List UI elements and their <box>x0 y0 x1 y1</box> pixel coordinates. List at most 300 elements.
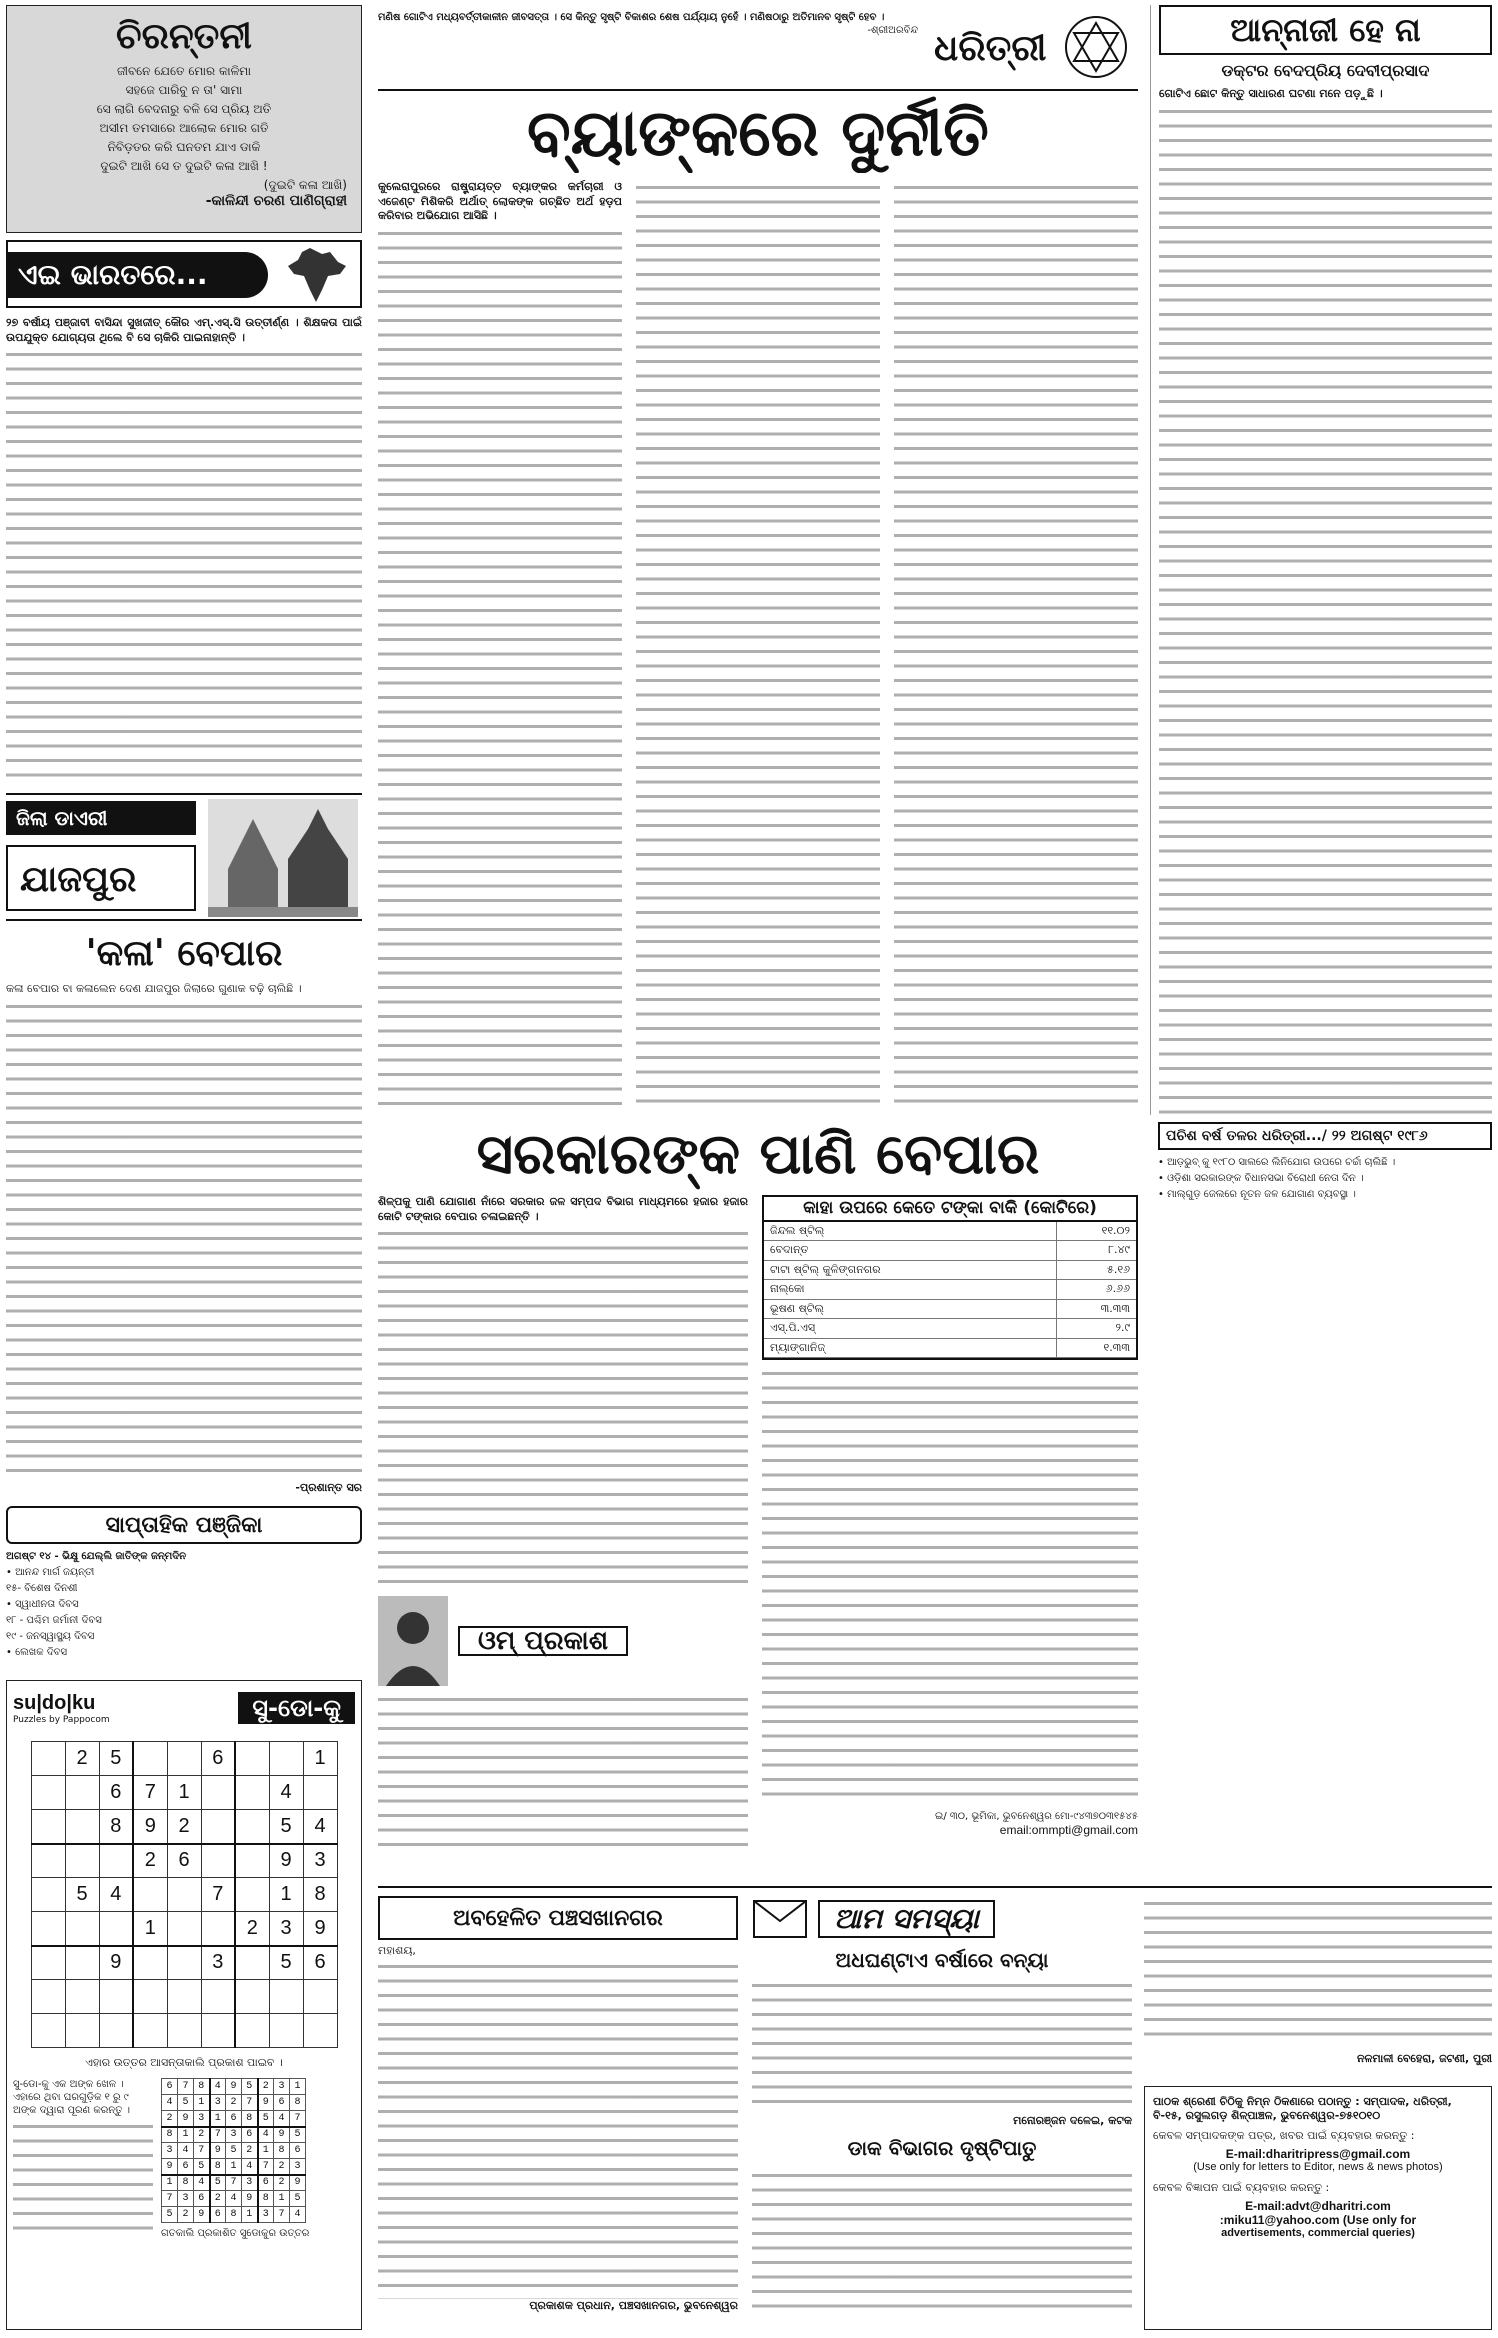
district-name: ଯାଜପୁର <box>6 845 196 911</box>
sudoku-cell <box>235 1844 269 1878</box>
solution-cell: 4 <box>194 2175 210 2191</box>
solution-cell: 9 <box>290 2175 306 2191</box>
solution-cell: 8 <box>178 2175 194 2191</box>
solution-cell: 7 <box>162 2191 178 2207</box>
colony-salutation: ମହାଶୟ, <box>378 1944 416 1957</box>
colony-body <box>378 1944 738 2313</box>
envelope-icon <box>752 1899 808 1939</box>
solution-cell: 1 <box>162 2175 178 2191</box>
sudoku-rules-text: ସୁ-ଡୋ-କୁ ଏକ ଅଙ୍କ ଖେଳ । ଏହାରେ ଥିବା ଘରଗୁଡ଼ିକ ୧ ରୁ ୯ ଅଙ୍କ ଦ୍ୱାରା ପୂରଣ କରନ୍ତୁ । <box>13 2079 131 2116</box>
sudoku-brand <box>13 1692 110 1725</box>
sudoku-cell <box>235 1810 269 1844</box>
due-amount: ୩.୩୩ <box>1056 1299 1136 1319</box>
company-name: ଟାଟା ଷ୍ଟିଲ୍ କୁଳିଙ୍ଗନଗର <box>764 1260 1056 1280</box>
problem-title: ଆମ ସମସ୍ୟା <box>818 1900 995 1938</box>
solution-cell: 2 <box>162 2111 178 2127</box>
problem-headline: ଅଧଘଣ୍ଟାଏ ବର୍ଷାରେ ବନ୍ୟା <box>835 1948 1049 1972</box>
water-col-1-end <box>378 1692 748 1854</box>
solution-cell: 3 <box>290 2159 306 2175</box>
solution-cell: 4 <box>178 2143 194 2159</box>
solution-cell: 1 <box>210 2111 226 2127</box>
sudoku-cell <box>235 1946 269 1980</box>
sudoku-cell: 8 <box>303 1878 337 1912</box>
problem-author: ମନୋରଞ୍ଜନ ଦଳେଇ, କଟକ <box>1013 2114 1132 2127</box>
district-article <box>6 982 362 1502</box>
colony-letter <box>378 1896 738 2330</box>
sudoku-cell <box>269 1980 303 2014</box>
sudoku-cell <box>133 1946 167 1980</box>
sudoku-solution <box>161 2078 309 2240</box>
solution-cell: 3 <box>210 2095 226 2111</box>
emblem-icon <box>1064 15 1128 79</box>
colony-text <box>378 1959 738 2299</box>
contact-note-2: କେବଳ ବିଜ୍ଞାପନ ପାଇଁ ବ୍ୟବହାର କରନ୍ତୁ : <box>1153 2181 1330 2194</box>
solution-cell: 2 <box>194 2127 210 2143</box>
sudoku-rules <box>13 2078 153 2240</box>
calendar-item: ୧୫- ବିଶେଷ ଦିନଶୀ <box>6 1583 78 1594</box>
grid-row <box>162 2159 306 2175</box>
editorial-headline: ଆନ୍ନାଜୀ ହେ ନା <box>1159 5 1492 55</box>
solution-cell: 7 <box>258 2159 274 2175</box>
solution-cell: 6 <box>290 2143 306 2159</box>
temple-photo <box>208 799 358 917</box>
district-label: ଜିଲା ଡାଏରୀ <box>6 801 196 835</box>
solution-cell: 9 <box>274 2127 290 2143</box>
solution-cell: 1 <box>194 2095 210 2111</box>
grid-row <box>31 1742 337 1776</box>
solution-cell: 3 <box>274 2079 290 2095</box>
solution-cell: 5 <box>162 2207 178 2223</box>
india-banner <box>6 240 362 308</box>
problem-banner <box>752 1896 1132 1942</box>
sudoku-cell: 9 <box>269 1844 303 1878</box>
grid-row <box>162 2127 306 2143</box>
sudoku-bottom <box>13 2078 355 2240</box>
solution-cell: 9 <box>162 2159 178 2175</box>
company-name: ଜିନ୍ଦଲ ଷ୍ଟିଲ୍ <box>764 1222 1056 1241</box>
solution-cell: 6 <box>162 2079 178 2095</box>
sudoku-cell <box>167 2014 201 2048</box>
sudoku-cell <box>31 1810 65 1844</box>
masthead <box>378 5 1138 91</box>
solution-cell: 1 <box>258 2143 274 2159</box>
solution-cell: 5 <box>210 2175 226 2191</box>
contact-email-2[interactable]: E-mail:advt@dharitri.com <box>1245 2199 1391 2213</box>
solution-cell: 1 <box>178 2127 194 2143</box>
contact-note-1: କେବଳ ସମ୍ପାଦକଙ୍କ ପତ୍ର, ଖବର ପାଇଁ ବ୍ୟବହାର କରନ୍ତୁ : <box>1153 2129 1415 2142</box>
contact-email-1-note: (Use only for letters to Editor, news & news photos) <box>1193 2161 1443 2173</box>
solution-cell: 4 <box>290 2207 306 2223</box>
solution-cell: 3 <box>162 2143 178 2159</box>
calendar-items <box>6 1550 362 1659</box>
author-photo <box>378 1596 448 1686</box>
sudoku-rules-body <box>13 2119 153 2239</box>
contact-heading: ପାଠକ ଶ୍ରେଣୀ ଚିଠିକୁ ନିମ୍ନ ଠିକଣାରେ ପଠାନ୍ତୁ : ସମ୍ପାଦକ, ଧରିତ୍ରୀ, ବି-୧୫, ରସୁଲଗଡ଼ ଶିଳ୍ପାଞ୍ଚଳ, ଭୁବନେଶ୍ୱର-୭୫୧୦୧୦ <box>1153 2095 1452 2122</box>
india-lead: ୨୭ ବର୍ଷୀୟ ପଞ୍ଜାବୀ ବାସିନ୍ଦା ସୁଖଜୀତ୍ କୌର ଏମ୍.ଏସ୍.ସି ଉତ୍ତୀର୍ଣ୍ଣ । ଶିକ୍ଷକତା ପାଇଁ ଉପଯୁକ୍ତ ଯୋଗ୍ୟତା ଥିଲେ ବି ସେ ଚାକିରି ପାଇନାହାନ୍ତି । <box>6 316 362 344</box>
sudoku-cell: 1 <box>133 1912 167 1946</box>
sudoku-cell: 4 <box>99 1878 133 1912</box>
main-col-2 <box>636 180 880 1112</box>
due-amount: ୧.୩୩ <box>1056 1338 1136 1358</box>
calendar-item: • ଲେଖକ ଦିବସ <box>6 1647 68 1658</box>
solution-cell: 8 <box>194 2079 210 2095</box>
grid-row <box>162 2191 306 2207</box>
water-email: email:ommpti@gmail.com <box>999 1823 1138 1837</box>
solution-cell: 5 <box>194 2159 210 2175</box>
solution-cell: 2 <box>258 2079 274 2095</box>
water-article <box>378 1195 1138 1875</box>
solution-cell: 2 <box>274 2175 290 2191</box>
contact-email-1[interactable]: E-mail:dharitripress@gmail.com <box>1225 2147 1411 2161</box>
sudoku-cell: 5 <box>269 1810 303 1844</box>
solution-cell: 7 <box>274 2207 290 2223</box>
solution-cell: 6 <box>210 2207 226 2223</box>
sudoku-title: ସୁ-ଡୋ-କୁ <box>238 1692 355 1724</box>
sudoku-cell <box>65 2014 99 2048</box>
contact-email-3[interactable]: :miku11@yahoo.com (Use only for <box>1219 2213 1417 2227</box>
district-body <box>6 999 362 1481</box>
main-article <box>378 180 1138 1112</box>
solution-cell: 5 <box>226 2143 242 2159</box>
sudoku-cell <box>99 1912 133 1946</box>
table-row <box>764 1260 1136 1280</box>
table-row <box>764 1338 1136 1358</box>
calendar-item: • ଆନନ୍ଦ ମାର୍ଗ ଜୟନ୍ତୀ <box>6 1567 95 1578</box>
solution-cell: 5 <box>290 2191 306 2207</box>
sudoku-cell <box>201 1980 235 2014</box>
india-article <box>6 316 362 786</box>
solution-cell: 3 <box>194 2111 210 2127</box>
solution-cell: 3 <box>226 2127 242 2143</box>
sudoku-cell: 5 <box>65 1878 99 1912</box>
table-row <box>764 1280 1136 1300</box>
sudoku-cell <box>167 1878 201 1912</box>
main-col-1-body <box>378 226 622 1113</box>
india-map-icon <box>280 246 350 304</box>
district-headline: 'କଳା' ବେପାର <box>85 932 283 974</box>
main-columns <box>378 180 1138 1112</box>
years25-item: • ମାଲ୍ଗୁଡ଼ ଜେଲରେ ନୂତନ ଜଳ ଯୋଗାଣ ବ୍ୟବସ୍ଥା । <box>1158 1189 1356 1200</box>
sudoku-logo: su|do|ku <box>13 1691 96 1714</box>
solution-cell: 1 <box>274 2191 290 2207</box>
due-amount: ୫.୧୬ <box>1056 1260 1136 1280</box>
colony-headline: ଅବହେଳିତ ପଞ୍ଚସଖାନଗର <box>378 1896 738 1940</box>
sudoku-cell <box>99 2014 133 2048</box>
solution-cell: 2 <box>242 2143 258 2159</box>
table-row <box>764 1241 1136 1261</box>
years25 <box>1150 1122 1492 1352</box>
grid-row <box>31 1912 337 1946</box>
editorial-body <box>1159 87 1492 1114</box>
postal-headline: ଡାକ ବିଭାଗର ଦୃଷ୍ଟିପାତୁ <box>847 2136 1037 2160</box>
editorial-lead: ଗୋଟିଏ ଛୋଟ କିନ୍ତୁ ସାଧାରଣ ଘଟଣା ମନେ ପଡ଼ୁଛି । <box>1159 87 1383 100</box>
water-col-1-body <box>378 1226 748 1588</box>
poem-source: (ଦୁଇଟି କଳା ଆଖି) <box>263 178 347 192</box>
solution-cell: 8 <box>162 2127 178 2143</box>
main-col-1 <box>378 180 622 1112</box>
sudoku-cell: 6 <box>99 1776 133 1810</box>
sudoku-box <box>6 1680 362 2330</box>
masthead-quote-box <box>378 11 918 37</box>
solution-cell: 7 <box>178 2079 194 2095</box>
sudoku-cell <box>31 1878 65 1912</box>
colony-author: ପ୍ରକାଶକ ପ୍ରଧାନ, ପଞ୍ଚସଖାନଗର, ଭୁବନେଶ୍ୱର <box>529 2298 738 2312</box>
solution-cell: 7 <box>242 2095 258 2111</box>
postal-author: ନଳମାଳୀ ବେହେରା, ଜଟଣୀ, ପୁରୀ <box>1356 2052 1492 2065</box>
company-name: ବେଦାନ୍ତ <box>764 1241 1056 1261</box>
sudoku-cell: 2 <box>133 1844 167 1878</box>
sudoku-cell <box>65 1810 99 1844</box>
sudoku-cell <box>235 1776 269 1810</box>
problem-text <box>752 1978 1132 2114</box>
sudoku-grid <box>31 1741 338 2048</box>
sudoku-cell <box>201 1912 235 1946</box>
grid-row <box>162 2143 306 2159</box>
water-table-box <box>762 1195 1138 1360</box>
contact-box <box>1144 2086 1492 2330</box>
sudoku-cell <box>201 1776 235 1810</box>
solution-cell: 8 <box>210 2159 226 2175</box>
solution-cell: 6 <box>194 2191 210 2207</box>
sudoku-cell: 9 <box>99 1946 133 1980</box>
sudoku-cell <box>303 1776 337 1810</box>
poem-line: ଜୀବନେ ଯେତେ ମୋର କାଳିମା <box>117 64 251 78</box>
sudoku-cell: 9 <box>303 1912 337 1946</box>
author-card <box>378 1594 748 1688</box>
solution-cell: 6 <box>242 2127 258 2143</box>
years25-date: ୨୨ ଅଗଷ୍ଟ ୧୯୮୬ <box>1331 1128 1428 1144</box>
due-amount: ୨.୯ <box>1056 1319 1136 1339</box>
district-lead: କଳା ବେପାର ବା କଳାଲେନ ଦେଣ ଯାଜପୁର ଜିଲାରେ ଗୁଣାକ ବଢ଼ି ଚାଲିଛି । <box>6 982 302 995</box>
grid-row <box>162 2079 306 2095</box>
company-name: ମ୍ୟାଙ୍ଗାନିଜ୍ <box>764 1338 1056 1358</box>
editorial-byline: ଡକ୍ଟର ବେଦପ୍ରିୟ ଦେବୀପ୍ରସାଦ <box>1221 61 1430 80</box>
sudoku-cell: 1 <box>167 1776 201 1810</box>
sudoku-cell <box>133 1980 167 2014</box>
sudoku-cell: 5 <box>269 1946 303 1980</box>
india-banner-label: ଏଇ ଭାରତରେ... <box>8 252 268 298</box>
sudoku-cell: 2 <box>65 1742 99 1776</box>
grid-row <box>31 1878 337 1912</box>
sudoku-cell <box>99 1844 133 1878</box>
calendar-item: • ସ୍ୱାଧୀନତା ଦିବସ <box>6 1599 79 1610</box>
solution-cell: 8 <box>274 2143 290 2159</box>
main-headline: ବ୍ୟାଙ୍କରେ ଦୁର୍ନୀତି <box>527 96 989 171</box>
sudoku-cell <box>99 1980 133 2014</box>
sudoku-cell: 6 <box>201 1742 235 1776</box>
solution-cell: 7 <box>210 2127 226 2143</box>
sudoku-cell <box>133 2014 167 2048</box>
sudoku-cell <box>235 1742 269 1776</box>
grid-row <box>162 2111 306 2127</box>
company-name: ଭୂଷଣ ଷ୍ଟିଲ୍ <box>764 1299 1056 1319</box>
solution-cell: 7 <box>226 2175 242 2191</box>
postal-continuation <box>1144 1896 1492 2076</box>
grid-row <box>31 1980 337 2014</box>
letters-rule <box>378 1886 1492 1888</box>
sudoku-cell <box>235 1980 269 2014</box>
sudoku-cell <box>133 1878 167 1912</box>
poem-line: ଅସୀମ ତମସାରେ ଆଲୋକ ମୋର ଗତି <box>99 121 269 135</box>
sudoku-cell <box>167 1946 201 1980</box>
years25-item: • ଆଡ଼ଭୁବ୍ କୁ ୧୯୮୦ ସାଲରେ ଲିନିଯୋଗ ଉପରେ ଚର୍ଚ୍ଚା ଚାଲିଛି । <box>1158 1157 1396 1168</box>
company-name: ଏସ୍.ପି.ଏସ୍ <box>764 1319 1056 1339</box>
water-col-2-body <box>762 1366 1138 1806</box>
solution-cell: 6 <box>274 2095 290 2111</box>
sudoku-solution-label: ଗତକାଲି ପ୍ରକାଶିତ ସୁଡୋକୁର ଉତ୍ତର <box>161 2228 310 2239</box>
solution-cell: 4 <box>258 2127 274 2143</box>
sudoku-cell: 7 <box>133 1776 167 1810</box>
india-body <box>6 347 362 786</box>
poem-line: ସେ ଲାଗି ବେଦନାରୁ ବଳି ସେ ପ୍ରିୟ ଅତି <box>96 102 272 116</box>
years25-header: ପଚିଶ ବର୍ଷ ତଳର ଧରିତ୍ରୀ.../ ୨୨ ଅଗଷ୍ଟ ୧୯୮୬ <box>1158 1122 1492 1150</box>
solution-cell: 1 <box>290 2079 306 2095</box>
solution-cell: 5 <box>290 2127 306 2143</box>
solution-cell: 2 <box>210 2191 226 2207</box>
sudoku-cell <box>201 1810 235 1844</box>
sudoku-solution-grid <box>161 2078 306 2223</box>
sudoku-cell <box>31 1844 65 1878</box>
sudoku-credit: Puzzles by Pappocom <box>13 1714 110 1725</box>
grid-row <box>162 2175 306 2191</box>
grid-row <box>31 2014 337 2048</box>
water-contact: ଇ/ ୩୦, ଭୂମିକା, ଭୁବନେଶ୍ୱର ମୋ-୯୪୩୭୦୩୧୫୪୫ <box>935 1811 1138 1822</box>
sudoku-cell <box>235 2014 269 2048</box>
sudoku-cell: 8 <box>99 1810 133 1844</box>
sudoku-cell: 4 <box>269 1776 303 1810</box>
sudoku-cell: 2 <box>167 1810 201 1844</box>
solution-cell: 2 <box>274 2159 290 2175</box>
due-amount: ୬.୬୬ <box>1056 1280 1136 1300</box>
sudoku-cell: 5 <box>99 1742 133 1776</box>
solution-cell: 5 <box>242 2079 258 2095</box>
water-headline: ସରକାରଙ୍କ ପାଣି ବେପାର <box>476 1121 1040 1187</box>
sudoku-cell <box>31 1912 65 1946</box>
solution-cell: 4 <box>226 2191 242 2207</box>
grid-row <box>31 1776 337 1810</box>
solution-cell: 4 <box>162 2095 178 2111</box>
sudoku-note: ଏହାର ଉତ୍ତର ଆସନ୍ତାକାଲି ପ୍ରକାଶ ପାଇବ । <box>85 2056 283 2069</box>
sudoku-cell <box>31 1742 65 1776</box>
calendar-item: ୧୮ - ପଶ୍ଚିମ ଜର୍ମାନୀ ଦିବସ <box>6 1615 102 1626</box>
table-row <box>764 1319 1136 1339</box>
solution-cell: 1 <box>226 2159 242 2175</box>
company-name: ନାଲ୍କୋ <box>764 1280 1056 1300</box>
sudoku-cell <box>133 1742 167 1776</box>
grid-row <box>31 1946 337 1980</box>
contact-email-3-note: advertisements, commercial queries) <box>1221 2227 1415 2239</box>
grid-row <box>162 2095 306 2111</box>
solution-cell: 9 <box>242 2191 258 2207</box>
solution-cell: 8 <box>290 2095 306 2111</box>
author-name: ଓମ୍ ପ୍ରକାଶ <box>458 1626 628 1657</box>
sudoku-cell: 6 <box>303 1946 337 1980</box>
sudoku-cell <box>65 1946 99 1980</box>
sudoku-cell: 2 <box>235 1912 269 1946</box>
table-row <box>764 1222 1136 1241</box>
sudoku-cell: 3 <box>201 1946 235 1980</box>
solution-cell: 9 <box>258 2095 274 2111</box>
sudoku-cell <box>31 1776 65 1810</box>
solution-cell: 2 <box>226 2095 242 2111</box>
sudoku-header <box>13 1687 355 1729</box>
district-header <box>6 793 362 921</box>
district-author: -ପ୍ରଶାନ୍ତ ସର <box>295 1480 362 1494</box>
editorial-text <box>1159 104 1492 1114</box>
main-lead: କୁଲେରାପୁରରେ ରାଷ୍ଟ୍ରାୟତ୍ତ ବ୍ୟାଙ୍କର କର୍ମଚାରୀ ଓ ଏଜେଣ୍ଟ ମିଶିକରି ଅର୍ଥାତ୍ ଲୋକଙ୍କ ଗଚ୍ଛିତ ଅର୍ଥ ହଡ଼ପ କରିବାର ଅଭିଯୋଗ ଆସିଛି । <box>378 180 622 222</box>
water-table-title: କାହା ଉପରେ କେତେ ଟଙ୍କା ବାକି (କୋଟିରେ) <box>764 1197 1136 1222</box>
sudoku-cell <box>31 2014 65 2048</box>
solution-cell: 1 <box>242 2207 258 2223</box>
solution-cell: 5 <box>258 2111 274 2127</box>
sudoku-cell: 7 <box>201 1878 235 1912</box>
calendar-item: ୧୯ - ଜନସ୍ୱାସ୍ଥ୍ୟ ଦିବସ <box>6 1631 95 1642</box>
solution-cell: 5 <box>178 2095 194 2111</box>
sudoku-cell: 1 <box>303 1742 337 1776</box>
postal-text <box>752 2168 1132 2318</box>
poem-line: ନିବିଡ଼ତର କରି ଘନତମ ଯାଏ ଡାକି <box>107 140 261 154</box>
sudoku-cell <box>31 1980 65 2014</box>
sudoku-cell <box>65 1844 99 1878</box>
sudoku-cell <box>303 2014 337 2048</box>
sudoku-cell <box>31 1946 65 1980</box>
sudoku-cell <box>235 1878 269 1912</box>
solution-cell: 7 <box>194 2143 210 2159</box>
poem-box <box>6 5 362 233</box>
water-col-1 <box>378 1195 748 1875</box>
years25-item: • ଓଡ଼ିଶା ସରକାରଙ୍କ ବିଧାନସଭା ବିରୋଧୀ ନେତା ଦିନ । <box>1158 1173 1364 1184</box>
poem-title: ଚିରନ୍ତନୀ <box>115 15 252 57</box>
water-table <box>764 1222 1136 1359</box>
solution-cell: 4 <box>242 2159 258 2175</box>
problem-section <box>752 1896 1132 2330</box>
sudoku-cell <box>65 1980 99 2014</box>
years25-title: ପଚିଶ ବର୍ଷ ତଳର ଧରିତ୍ରୀ... <box>1166 1128 1322 1144</box>
calendar-item: ଅଗଷ୍ଟ ୧୪ - ଭିକ୍ଷୁ ଯେଲ୍ଲି ଜାତିଙ୍କ ଜନ୍ମଦିନ <box>6 1551 187 1562</box>
due-amount: ୧୧.୦୨ <box>1056 1222 1136 1241</box>
solution-cell: 2 <box>178 2207 194 2223</box>
water-col-2 <box>762 1195 1138 1875</box>
sudoku-cell: 3 <box>269 1912 303 1946</box>
sudoku-cell <box>167 1912 201 1946</box>
sudoku-cell <box>201 1844 235 1878</box>
years25-items <box>1158 1156 1492 1201</box>
solution-cell: 8 <box>242 2111 258 2127</box>
sudoku-cell: 3 <box>303 1844 337 1878</box>
calendar <box>6 1506 362 1674</box>
sudoku-cell: 4 <box>303 1810 337 1844</box>
sudoku-cell: 1 <box>269 1878 303 1912</box>
masthead-quote: ମଣିଷ ଗୋଟିଏ ମଧ୍ୟବର୍ତ୍ତୀକାଳୀନ ଜୀବସତ୍ତା । ସେ କିନ୍ତୁ ସୃଷ୍ଟି ବିକାଶର ଶେଷ ପର୍ଯ୍ୟାୟ ନୁହେଁ । ମଣିଷଠାରୁ ଅତିମାନବ ସୃଷ୍ଟି ହେବ । <box>378 12 885 23</box>
main-col-3 <box>894 180 1138 1112</box>
solution-cell: 7 <box>290 2111 306 2127</box>
editorial <box>1150 5 1492 1115</box>
solution-cell: 8 <box>258 2191 274 2207</box>
solution-cell: 9 <box>226 2079 242 2095</box>
sudoku-cell <box>65 1912 99 1946</box>
sudoku-cell: 6 <box>167 1844 201 1878</box>
grid-row <box>31 1844 337 1878</box>
solution-cell: 3 <box>178 2191 194 2207</box>
poem-line: ସହଜେ ପାରିବୁ ନ ତା' ସାମା <box>125 83 243 97</box>
calendar-title: ସାପ୍ତାହିକ ପଞ୍ଜିକା <box>6 1506 362 1544</box>
sudoku-cell <box>269 1742 303 1776</box>
solution-cell: 6 <box>226 2111 242 2127</box>
poem-author: -କାଳିନ୍ଦୀ ଚରଣ ପାଣିଗ୍ରାହୀ <box>205 193 347 209</box>
solution-cell: 9 <box>178 2111 194 2127</box>
sudoku-cell: 9 <box>133 1810 167 1844</box>
postal-text-continued <box>1144 1896 1492 2046</box>
